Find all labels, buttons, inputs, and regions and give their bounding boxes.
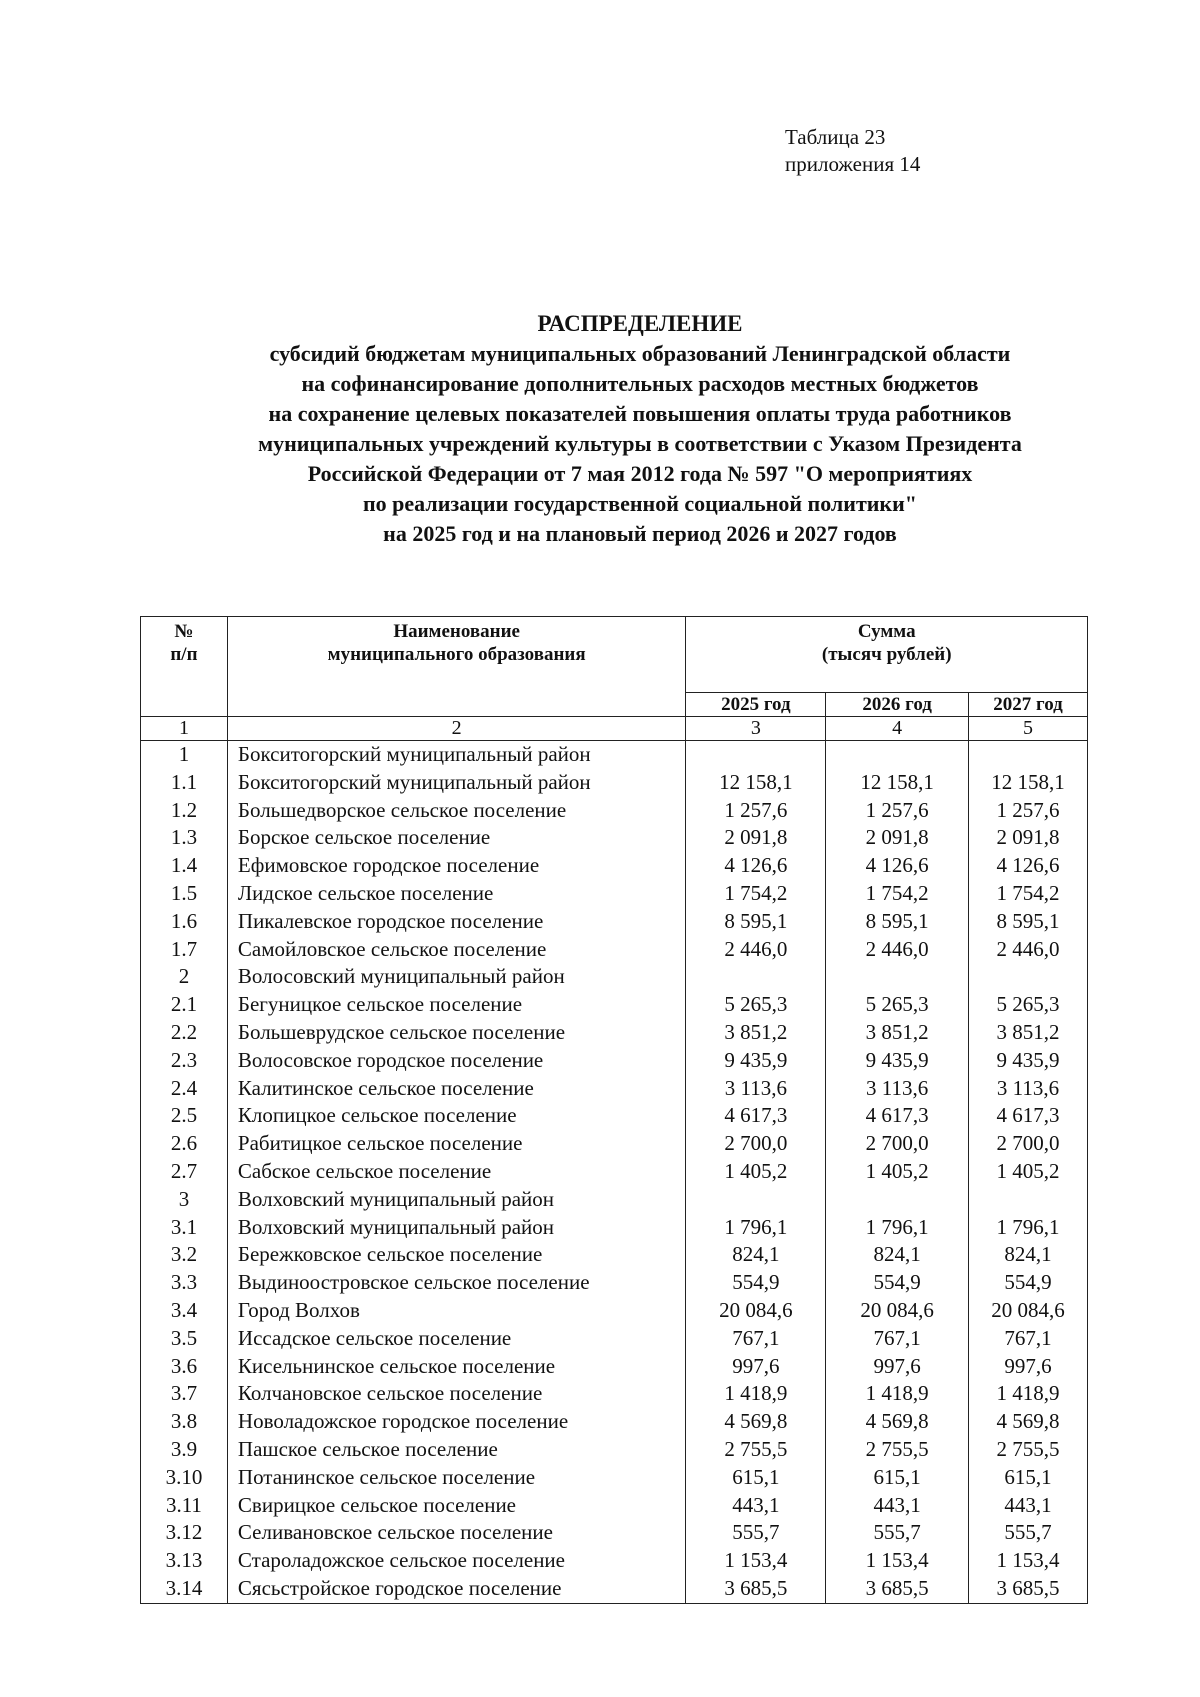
amount-2027: 3 685,5: [969, 1575, 1088, 1603]
table-row: [141, 1269, 1088, 1297]
title-line: Российской Федерации от 7 мая 2012 года № 597 "О мероприятиях: [307, 461, 973, 486]
row-number: 3.6: [141, 1353, 228, 1381]
municipality-name: Новоладожское городское поселение: [227, 1408, 686, 1436]
amount-2027: 2 755,5: [969, 1436, 1088, 1464]
amount-2027: 4 617,3: [969, 1102, 1088, 1130]
amount-2025: 2 446,0: [686, 936, 826, 964]
amount-2027: 824,1: [969, 1241, 1088, 1269]
table-row: [141, 1547, 1088, 1575]
amount-2025: 997,6: [686, 1353, 826, 1381]
amount-2026: 443,1: [826, 1492, 969, 1520]
table-row: [141, 797, 1088, 825]
amount-2025: 1 405,2: [686, 1158, 826, 1186]
table-row: [141, 1464, 1088, 1492]
amount-2025: 3 685,5: [686, 1575, 826, 1603]
title-line: на софинансирование дополнительных расходов местных бюджетов: [301, 371, 979, 396]
amount-2026: 4 126,6: [826, 852, 969, 880]
table-row: [141, 1130, 1088, 1158]
amount-2025: 555,7: [686, 1519, 826, 1547]
amount-2027: 1 796,1: [969, 1214, 1088, 1242]
header-name: Наименование муниципального образования: [227, 617, 686, 717]
row-number: 1.4: [141, 852, 228, 880]
amount-2027: 1 153,4: [969, 1547, 1088, 1575]
column-number-4: 4: [826, 717, 969, 741]
amount-2027: 3 851,2: [969, 1019, 1088, 1047]
amount-2026: 3 685,5: [826, 1575, 969, 1603]
table-row: [141, 741, 1088, 769]
amount-2026: 824,1: [826, 1241, 969, 1269]
row-number: 1.7: [141, 936, 228, 964]
row-number: 1.1: [141, 769, 228, 797]
amount-2027: 443,1: [969, 1492, 1088, 1520]
amount-2025: 20 084,6: [686, 1297, 826, 1325]
row-number: 3.14: [141, 1575, 228, 1603]
table-row: [141, 1297, 1088, 1325]
amount-2026: 2 700,0: [826, 1130, 969, 1158]
amount-2025: 1 153,4: [686, 1547, 826, 1575]
amount-2027: 1 257,6: [969, 797, 1088, 825]
amount-2026: 1 796,1: [826, 1214, 969, 1242]
table-row: [141, 963, 1088, 991]
amount-2026: 8 595,1: [826, 908, 969, 936]
municipality-name: Сясьстройское городское поселение: [227, 1575, 686, 1603]
amount-2027: 1 754,2: [969, 880, 1088, 908]
row-number: 3.5: [141, 1325, 228, 1353]
header-number: № п/п: [141, 617, 228, 717]
amount-2026: 5 265,3: [826, 991, 969, 1019]
amount-2025: 1 754,2: [686, 880, 826, 908]
amount-2025: 12 158,1: [686, 769, 826, 797]
amount-2025: 824,1: [686, 1241, 826, 1269]
row-number: 3.8: [141, 1408, 228, 1436]
amount-2025: 443,1: [686, 1492, 826, 1520]
row-number: 2.7: [141, 1158, 228, 1186]
amount-2025: [686, 1186, 826, 1214]
table-row: [141, 1241, 1088, 1269]
municipality-name: Пикалевское городское поселение: [227, 908, 686, 936]
amount-2027: [969, 1186, 1088, 1214]
municipality-name: Выдиноостровское сельское поселение: [227, 1269, 686, 1297]
column-number-2: 2: [227, 717, 686, 741]
amount-2025: 2 091,8: [686, 824, 826, 852]
amount-2027: 1 405,2: [969, 1158, 1088, 1186]
table-row: [141, 769, 1088, 797]
header-year-2027: 2027 год: [969, 693, 1088, 717]
table-row: [141, 852, 1088, 880]
amount-2027: 767,1: [969, 1325, 1088, 1353]
amount-2027: [969, 963, 1088, 991]
amount-2027: 9 435,9: [969, 1047, 1088, 1075]
municipality-name: Большеврудское сельское поселение: [227, 1019, 686, 1047]
table-row: [141, 1380, 1088, 1408]
document-title: [140, 309, 1140, 549]
municipality-name: Бережковское сельское поселение: [227, 1241, 686, 1269]
row-number: 2.2: [141, 1019, 228, 1047]
amount-2027: 4 569,8: [969, 1408, 1088, 1436]
table-body: [141, 741, 1088, 1604]
amount-2027: 1 418,9: [969, 1380, 1088, 1408]
amount-2027: 12 158,1: [969, 769, 1088, 797]
amount-2025: 2 755,5: [686, 1436, 826, 1464]
column-number-1: 1: [141, 717, 228, 741]
row-number: 2.5: [141, 1102, 228, 1130]
amount-2025: 2 700,0: [686, 1130, 826, 1158]
amount-2026: 20 084,6: [826, 1297, 969, 1325]
amount-2025: 3 851,2: [686, 1019, 826, 1047]
amount-2025: 9 435,9: [686, 1047, 826, 1075]
table-row: [141, 1186, 1088, 1214]
amount-2025: 5 265,3: [686, 991, 826, 1019]
amount-2026: 1 153,4: [826, 1547, 969, 1575]
amount-2025: 1 418,9: [686, 1380, 826, 1408]
municipality-name: Город Волхов: [227, 1297, 686, 1325]
table-row: [141, 880, 1088, 908]
title-line: по реализации государственной социальной политики": [363, 491, 917, 516]
municipality-name: Сабское сельское поселение: [227, 1158, 686, 1186]
header-year-2026: 2026 год: [826, 693, 969, 717]
municipality-name: Кисельнинское сельское поселение: [227, 1353, 686, 1381]
amount-2025: 767,1: [686, 1325, 826, 1353]
row-number: 3.13: [141, 1547, 228, 1575]
amount-2026: 4 569,8: [826, 1408, 969, 1436]
row-number: 3: [141, 1186, 228, 1214]
amount-2027: 997,6: [969, 1353, 1088, 1381]
municipality-name: Иссадское сельское поселение: [227, 1325, 686, 1353]
title-line: на 2025 год и на плановый период 2026 и 2027 годов: [383, 521, 897, 546]
amount-2026: 554,9: [826, 1269, 969, 1297]
row-number: 1.6: [141, 908, 228, 936]
amount-2025: 3 113,6: [686, 1075, 826, 1103]
amount-2026: 767,1: [826, 1325, 969, 1353]
title-line: муниципальных учреждений культуры в соответствии с Указом Президента: [258, 431, 1022, 456]
amount-2027: 2 446,0: [969, 936, 1088, 964]
row-number: 3.2: [141, 1241, 228, 1269]
amount-2027: 8 595,1: [969, 908, 1088, 936]
title-heading: РАСПРЕДЕЛЕНИЕ: [537, 311, 743, 336]
row-number: 2.1: [141, 991, 228, 1019]
municipality-name: Большедворское сельское поселение: [227, 797, 686, 825]
municipality-name: Селивановское сельское поселение: [227, 1519, 686, 1547]
row-number: 3.11: [141, 1492, 228, 1520]
table-row: [141, 1214, 1088, 1242]
amount-2025: 4 569,8: [686, 1408, 826, 1436]
amount-2026: [826, 963, 969, 991]
table-row: [141, 1519, 1088, 1547]
amount-2025: 615,1: [686, 1464, 826, 1492]
municipality-name: Клопицкое сельское поселение: [227, 1102, 686, 1130]
amount-2025: 8 595,1: [686, 908, 826, 936]
column-number-5: 5: [969, 717, 1088, 741]
table-row: [141, 908, 1088, 936]
municipality-name: Волосовское городское поселение: [227, 1047, 686, 1075]
row-number: 1.5: [141, 880, 228, 908]
amount-2026: [826, 741, 969, 769]
appendix-number: приложения 14: [785, 152, 921, 176]
table-row: [141, 936, 1088, 964]
amount-2026: 1 257,6: [826, 797, 969, 825]
municipality-name: Бокситогорский муниципальный район: [227, 769, 686, 797]
municipality-name: Ефимовское городское поселение: [227, 852, 686, 880]
row-number: 2.4: [141, 1075, 228, 1103]
row-number: 3.7: [141, 1380, 228, 1408]
amount-2025: 4 617,3: [686, 1102, 826, 1130]
amount-2025: 554,9: [686, 1269, 826, 1297]
amount-2026: 12 158,1: [826, 769, 969, 797]
amount-2026: 3 113,6: [826, 1075, 969, 1103]
amount-2027: 4 126,6: [969, 852, 1088, 880]
amount-2026: [826, 1186, 969, 1214]
table-number: Таблица 23: [785, 125, 886, 149]
municipality-name: Потанинское сельское поселение: [227, 1464, 686, 1492]
title-line: на сохранение целевых показателей повышения оплаты труда работников: [268, 401, 1012, 426]
municipality-name: Староладожское сельское поселение: [227, 1547, 686, 1575]
row-number: 1: [141, 741, 228, 769]
municipality-name: Рабитицкое сельское поселение: [227, 1130, 686, 1158]
amount-2027: 555,7: [969, 1519, 1088, 1547]
municipality-name: Колчановское сельское поселение: [227, 1380, 686, 1408]
amount-2026: 1 405,2: [826, 1158, 969, 1186]
row-number: 1.3: [141, 824, 228, 852]
row-number: 2: [141, 963, 228, 991]
municipality-name: Волховский муниципальный район: [227, 1186, 686, 1214]
municipality-name: Пашское сельское поселение: [227, 1436, 686, 1464]
amount-2025: 4 126,6: [686, 852, 826, 880]
table-row: [141, 1575, 1088, 1603]
amount-2025: 1 796,1: [686, 1214, 826, 1242]
amount-2026: 2 446,0: [826, 936, 969, 964]
amount-2025: [686, 963, 826, 991]
municipality-name: Лидское сельское поселение: [227, 880, 686, 908]
table-row: [141, 1019, 1088, 1047]
amount-2027: 2 091,8: [969, 824, 1088, 852]
table-row: [141, 1325, 1088, 1353]
amount-2026: 2 755,5: [826, 1436, 969, 1464]
row-number: 3.3: [141, 1269, 228, 1297]
amount-2025: [686, 741, 826, 769]
header-sum: Сумма (тысяч рублей): [686, 617, 1088, 693]
municipality-name: Калитинское сельское поселение: [227, 1075, 686, 1103]
table-header: [141, 617, 1088, 741]
amount-2027: 615,1: [969, 1464, 1088, 1492]
amount-2026: 615,1: [826, 1464, 969, 1492]
row-number: 1.2: [141, 797, 228, 825]
table-row: [141, 1408, 1088, 1436]
municipality-name: Бегуницкое сельское поселение: [227, 991, 686, 1019]
table-row: [141, 1353, 1088, 1381]
table-row: [141, 1436, 1088, 1464]
municipality-name: Волосовский муниципальный район: [227, 963, 686, 991]
amount-2026: 555,7: [826, 1519, 969, 1547]
row-number: 3.12: [141, 1519, 228, 1547]
municipality-name: Борское сельское поселение: [227, 824, 686, 852]
row-number: 3.10: [141, 1464, 228, 1492]
amount-2026: 2 091,8: [826, 824, 969, 852]
amount-2027: 3 113,6: [969, 1075, 1088, 1103]
amount-2027: 2 700,0: [969, 1130, 1088, 1158]
title-line: субсидий бюджетам муниципальных образований Ленинградской области: [269, 341, 1011, 366]
amount-2026: 9 435,9: [826, 1047, 969, 1075]
amount-2027: 20 084,6: [969, 1297, 1088, 1325]
column-number-3: 3: [686, 717, 826, 741]
amount-2026: 4 617,3: [826, 1102, 969, 1130]
amount-2026: 3 851,2: [826, 1019, 969, 1047]
table-row: [141, 1047, 1088, 1075]
appendix-note: [785, 124, 920, 178]
amount-2027: 5 265,3: [969, 991, 1088, 1019]
header-year-2025: 2025 год: [686, 693, 826, 717]
amount-2026: 1 418,9: [826, 1380, 969, 1408]
row-number: 3.4: [141, 1297, 228, 1325]
amount-2027: [969, 741, 1088, 769]
amount-2026: 1 754,2: [826, 880, 969, 908]
table-row: [141, 1075, 1088, 1103]
municipality-name: Самойловское сельское поселение: [227, 936, 686, 964]
table-row: [141, 1492, 1088, 1520]
row-number: 2.3: [141, 1047, 228, 1075]
amount-2026: 997,6: [826, 1353, 969, 1381]
row-number: 2.6: [141, 1130, 228, 1158]
amount-2025: 1 257,6: [686, 797, 826, 825]
table-row: [141, 1102, 1088, 1130]
municipality-name: Свирицкое сельское поселение: [227, 1492, 686, 1520]
row-number: 3.9: [141, 1436, 228, 1464]
distribution-table: [140, 616, 1088, 1604]
municipality-name: Бокситогорский муниципальный район: [227, 741, 686, 769]
amount-2027: 554,9: [969, 1269, 1088, 1297]
table-row: [141, 1158, 1088, 1186]
municipality-name: Волховский муниципальный район: [227, 1214, 686, 1242]
row-number: 3.1: [141, 1214, 228, 1242]
table-row: [141, 991, 1088, 1019]
table-row: [141, 824, 1088, 852]
